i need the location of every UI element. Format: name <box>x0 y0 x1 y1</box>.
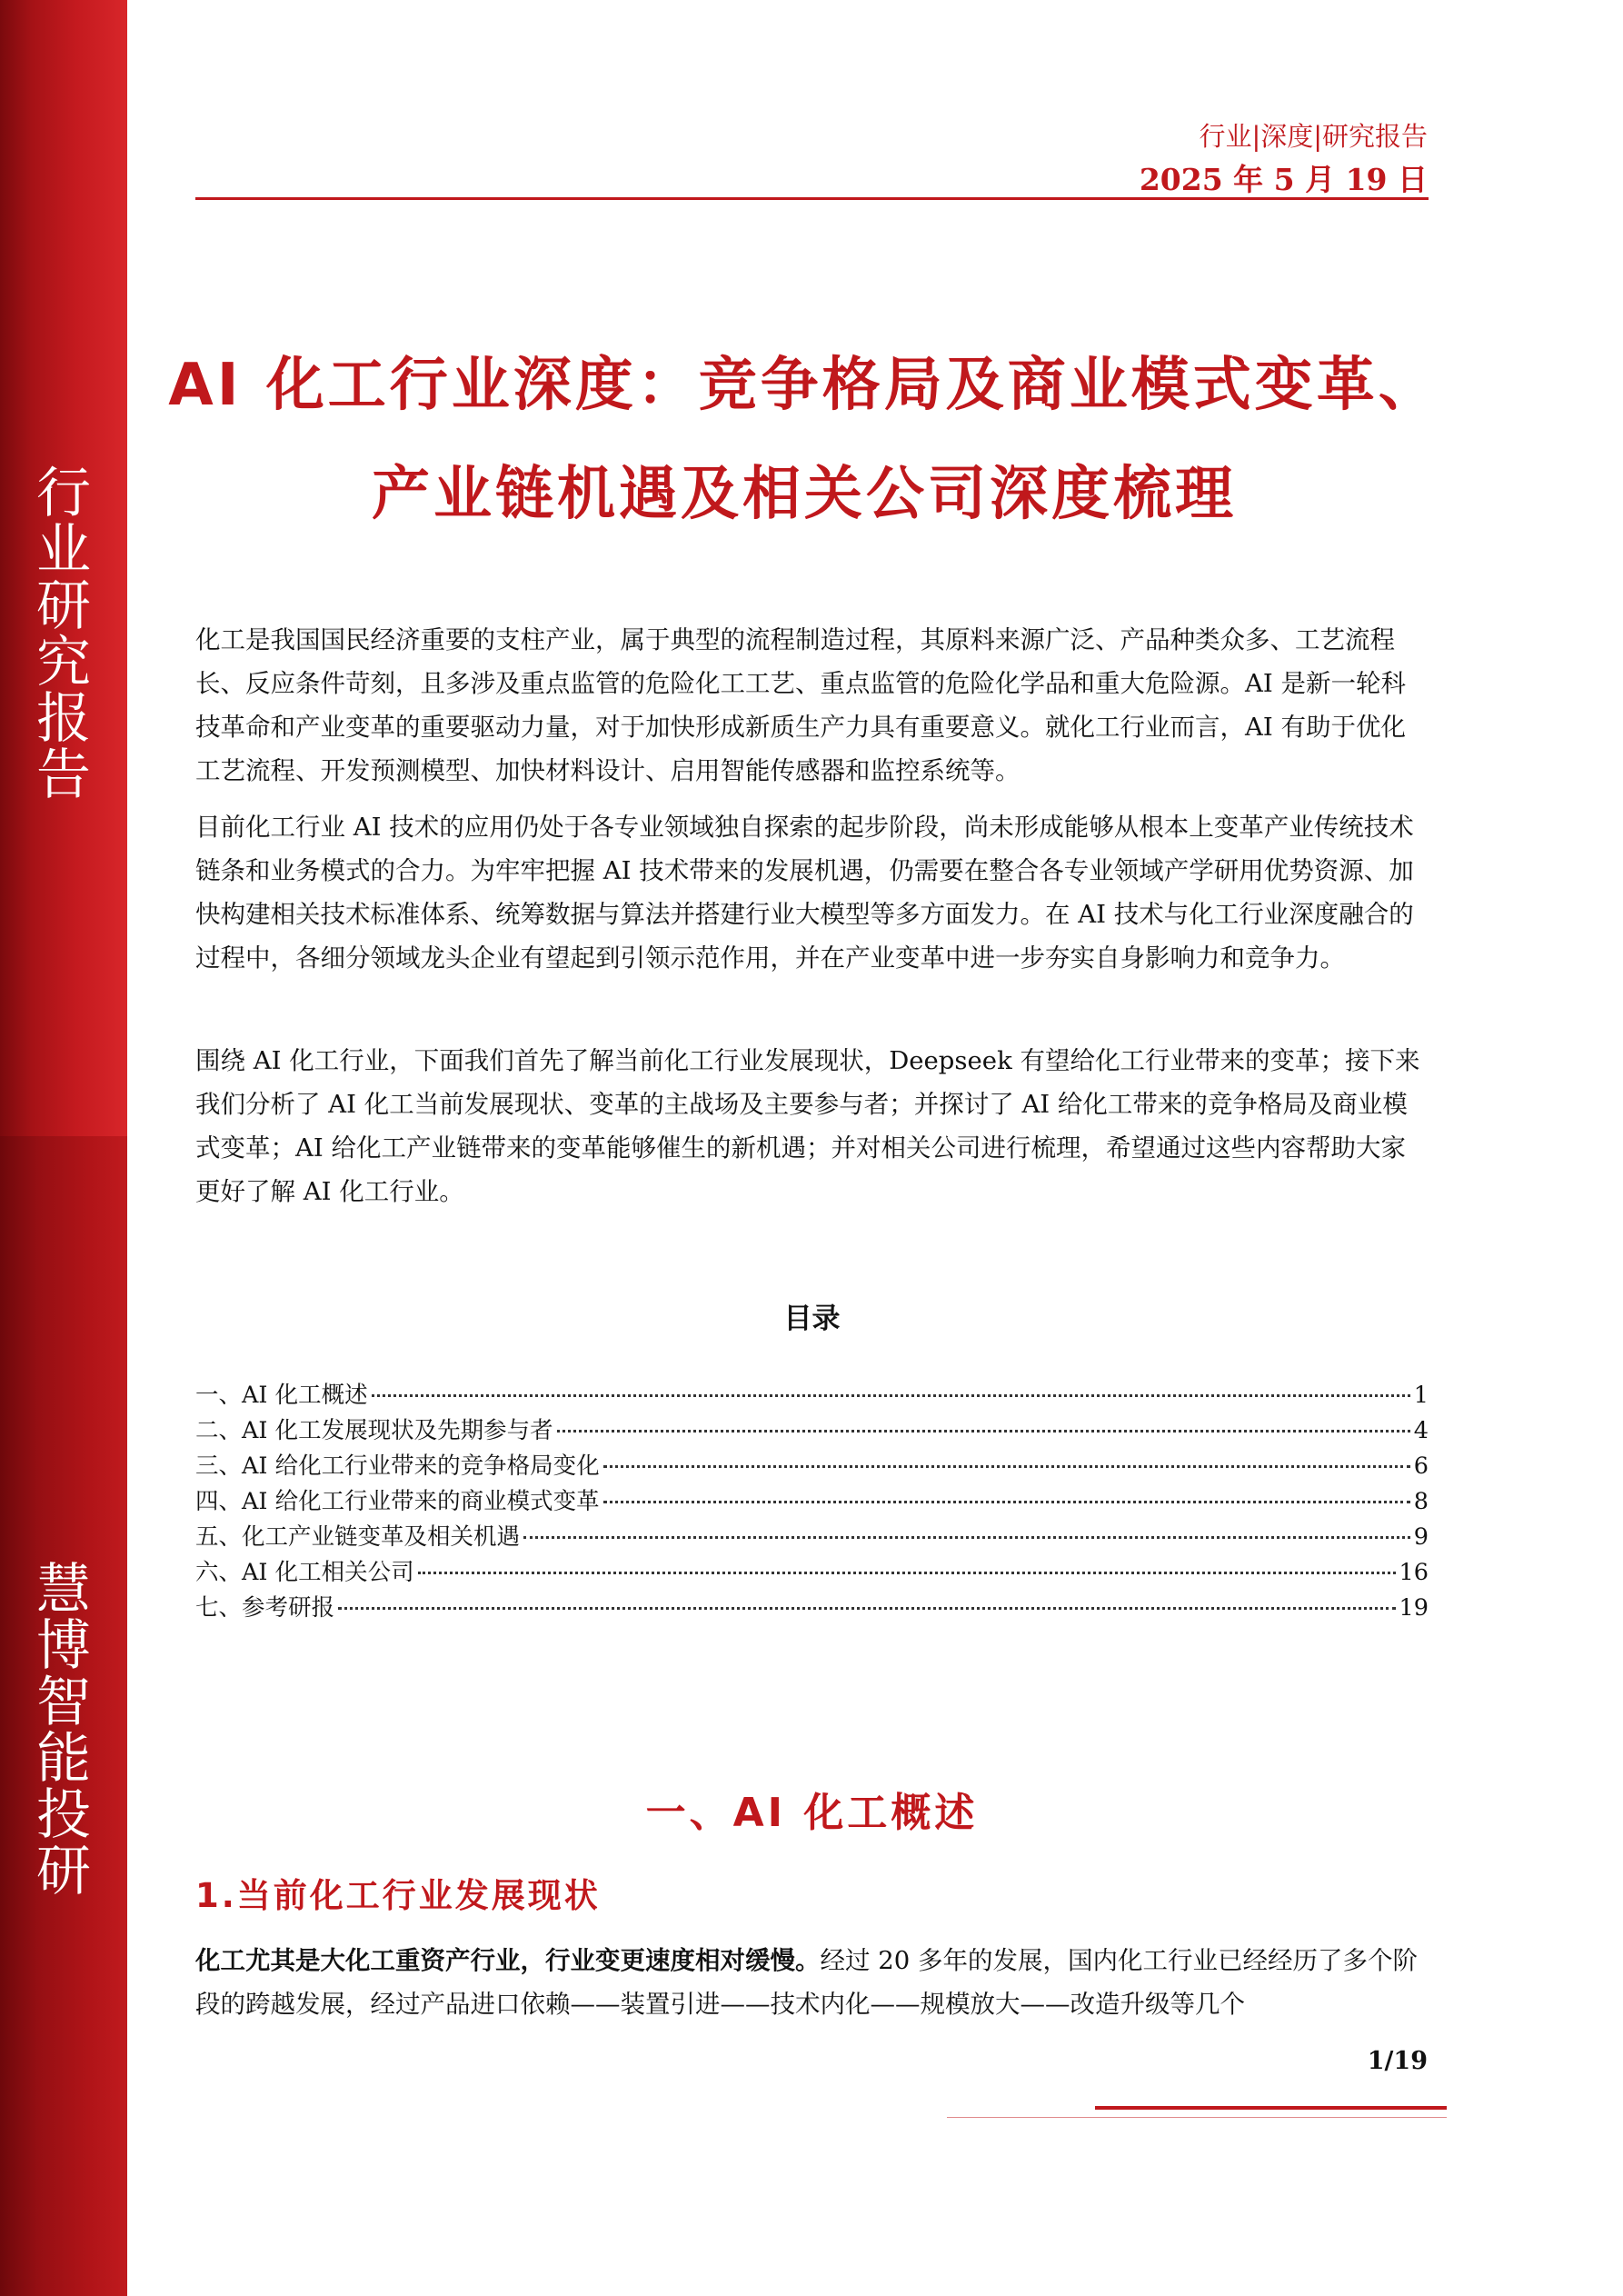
lead-sentence: 化工尤其是大化工重资产行业，行业变更速度相对缓慢。 <box>195 1946 821 1975</box>
toc-entry-label: 一、AI 化工概述 <box>195 1382 368 1409</box>
toc-entry[interactable] <box>195 1377 1429 1413</box>
toc-entry-label: 五、化工产业链变革及相关机遇 <box>195 1523 521 1551</box>
toc-entry-label: 二、AI 化工发展现状及先期参与者 <box>195 1417 553 1444</box>
toc-title: 目录 <box>783 1303 841 1335</box>
header-divider <box>195 197 1429 200</box>
intro-paragraph: 围绕 AI 化工行业，下面我们首先了解当前化工行业发展现状，Deepseek 有望给化工行业带来的变革；接下来我们分析了 AI 化工当前发展现状、变革的主战场及主要参与者；并探讨了 AI 给化工带来的竞争格局及商业模式变革；AI 给化工产业链带来的变革能够催生的新机遇；并对相关公司进行梳理，希望通过这些内容帮助大家更好了解 AI 化工行业。 <box>195 1046 1420 1206</box>
sidebar <box>0 0 127 2296</box>
intro-paragraph: 目前化工行业 AI 技术的应用仍处于各专业领域独自探索的起步阶段，尚未形成能够从根本上变革产业传统技术链条和业务模式的合力。为牢牢把握 AI 技术带来的发展机遇，仍需要在整合各专业领域产学研用优势资源、加快构建相关技术标准体系、统筹数据与算法并搭建行业大模型等多方面发力。在 AI 技术与化工行业深度融合的过程中，各细分领域龙头企业有望起到引领示范作用，并在产业变革中进一步夯实自身影响力和竞争力。 <box>195 813 1414 973</box>
sidebar-report-type: 行业研究报告 <box>36 462 91 807</box>
toc-leader-dots <box>338 1607 1396 1610</box>
page-number: 1/19 <box>1367 2047 1428 2075</box>
toc-entry[interactable] <box>195 1519 1429 1554</box>
report-title-line-2: 产业链机遇及相关公司深度梳理 <box>372 461 1237 528</box>
toc-leader-dots <box>372 1394 1410 1397</box>
body-text: 经过 20 多年的发展，国内化工行业已经经历了多个阶段的跨越发展，经过产品进口依赖——装置引进——技术内化——规模放大——改造升级等几个 <box>195 1946 1418 2019</box>
section-body-paragraph <box>195 1939 1429 2026</box>
toc-entry-page: 19 <box>1399 1594 1429 1622</box>
toc-leader-dots <box>557 1430 1410 1433</box>
toc-leader-dots <box>603 1465 1410 1468</box>
toc-entry[interactable] <box>195 1448 1429 1483</box>
report-date: 2025 年 5 月 19 日 <box>1139 162 1428 197</box>
toc-entry[interactable] <box>195 1413 1429 1448</box>
section-heading: 一、AI 化工概述 <box>645 1790 979 1836</box>
footer-rule-thick <box>1095 2106 1447 2110</box>
toc-leader-dots <box>523 1536 1410 1539</box>
intro-paragraph: 化工是我国国民经济重要的支柱产业，属于典型的流程制造过程，其原料来源广泛、产品种类众多、工艺流程长、反应条件苛刻，且多涉及重点监管的危险化工工艺、重点监管的危险化学品和重大危险源。AI 是新一轮科技革命和产业变革的重要驱动力量，对于加快形成新质生产力具有重要意义。就化工行业而言，AI 有助于优化工艺流程、开发预测模型、加快材料设计、启用智能传感器和监控系统等。 <box>195 625 1406 785</box>
toc-entry[interactable] <box>195 1554 1429 1590</box>
report-title-line-1: AI 化工行业深度：竞争格局及商业模式变革、 <box>168 352 1440 419</box>
toc-entry[interactable] <box>195 1483 1429 1519</box>
toc-entry-label: 六、AI 化工相关公司 <box>195 1559 414 1586</box>
table-of-contents <box>195 1377 1429 1625</box>
toc-leader-dots <box>418 1572 1396 1574</box>
sidebar-brand: 慧博智能投研 <box>36 1558 91 1903</box>
footer-rule-thin <box>947 2117 1447 2118</box>
toc-leader-dots <box>603 1501 1410 1503</box>
toc-entry-page: 16 <box>1399 1559 1429 1586</box>
report-category: 行业|深度|研究报告 <box>1199 121 1428 152</box>
toc-entry-page: 6 <box>1413 1452 1429 1480</box>
toc-entry-page: 1 <box>1413 1382 1429 1409</box>
toc-entry[interactable] <box>195 1590 1429 1625</box>
toc-entry-page: 4 <box>1413 1417 1429 1444</box>
toc-entry-page: 9 <box>1413 1523 1429 1551</box>
toc-entry-label: 三、AI 给化工行业带来的竞争格局变化 <box>195 1452 600 1480</box>
toc-entry-label: 四、AI 给化工行业带来的商业模式变革 <box>195 1488 600 1515</box>
subsection-heading: 1.当前化工行业发展现状 <box>195 1876 601 1915</box>
toc-entry-page: 8 <box>1413 1488 1429 1515</box>
toc-entry-label: 七、参考研报 <box>195 1594 335 1622</box>
